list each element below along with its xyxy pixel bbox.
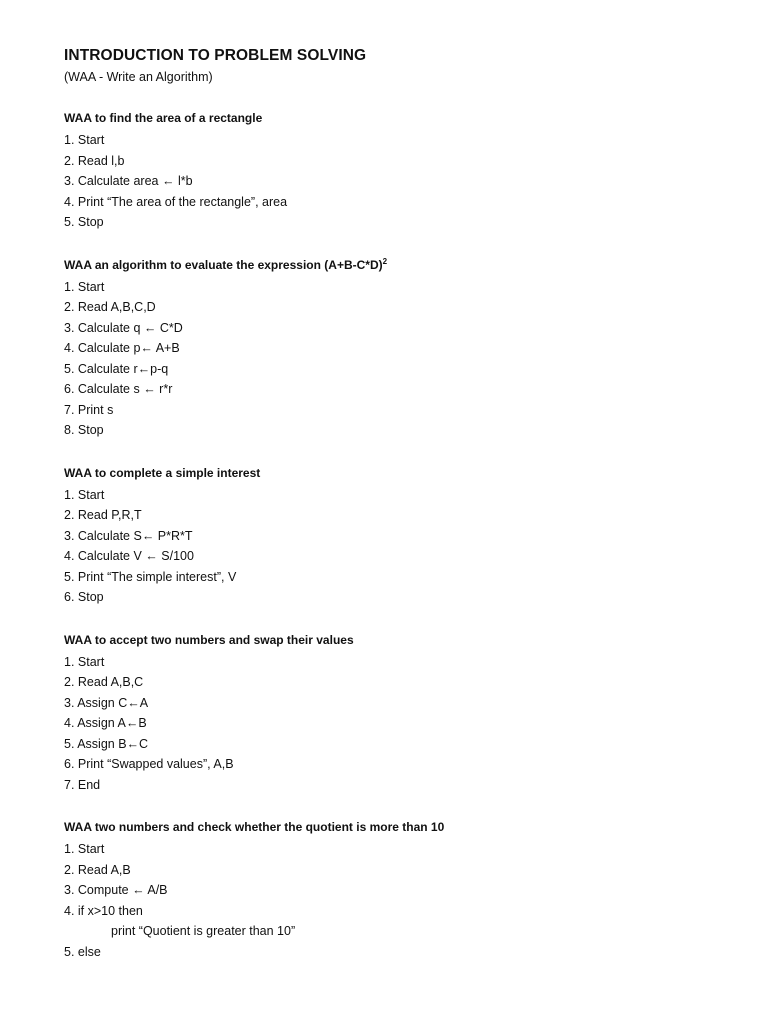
step-item: 7. End — [64, 777, 101, 792]
step-item: 2. Read A,B,C,D — [64, 300, 156, 314]
section-heading: WAA to complete a simple interest — [64, 465, 261, 480]
algorithm-section-rectangle-area — [64, 109, 704, 233]
steps-list — [64, 652, 704, 796]
step-item: 6. Print “Swapped values”, A,B — [64, 757, 234, 771]
algorithm-section-expression — [64, 256, 704, 441]
algorithm-section-simple-interest — [64, 464, 704, 608]
section-heading: WAA two numbers and check whether the quotient is more than 10 — [64, 820, 445, 834]
section-heading — [64, 256, 704, 274]
step-item: 5. else — [64, 944, 101, 959]
steps-list — [64, 130, 704, 233]
steps-list — [64, 839, 704, 962]
step-item: 2. Read P,R,T — [64, 508, 142, 522]
step-item: 4. Assign A←B — [64, 716, 147, 730]
step-item: 4. Calculate V ← S/100 — [64, 549, 194, 563]
step-item: 3. Calculate S← P*R*T — [64, 528, 193, 543]
step-item: 5. Assign B←C — [64, 736, 149, 751]
step-item: 2. Read l,b — [64, 153, 125, 168]
section-heading: WAA to accept two numbers and swap their values — [64, 632, 354, 647]
step-item: 1. Start — [64, 279, 105, 294]
document-subtitle: (WAA - Write an Algorithm) — [64, 70, 213, 84]
step-item: 4. if x>10 then — [64, 903, 143, 918]
step-item: 6. Calculate s ← r*r — [64, 382, 173, 396]
step-item: 5. Stop — [64, 215, 104, 229]
step-item: 5. Print “The simple interest”, V — [64, 569, 237, 584]
superscript-exponent: 2 — [382, 256, 388, 266]
algorithm-section-swap — [64, 631, 704, 796]
algorithm-section-quotient-check — [64, 818, 704, 962]
step-item: 2. Read A,B — [64, 862, 131, 877]
step-item: 1. Start — [64, 487, 105, 502]
document-page — [64, 46, 704, 962]
step-item: print “Quotient is greater than 10” — [111, 924, 296, 938]
step-item: 3. Calculate q ← C*D — [64, 320, 183, 335]
step-item: 3. Calculate area ← l*b — [64, 174, 193, 188]
section-heading: WAA to find the area of a rectangle — [64, 111, 263, 125]
document-title: INTRODUCTION TO PROBLEM SOLVING — [64, 47, 367, 64]
step-item: 8. Stop — [64, 423, 104, 437]
step-item: 3. Compute ← A/B — [64, 883, 168, 897]
step-item: 1. Start — [64, 842, 105, 856]
steps-list — [64, 485, 704, 608]
step-item: 7. Print s — [64, 402, 114, 417]
steps-list — [64, 277, 704, 441]
step-item: 1. Start — [64, 654, 105, 669]
step-item: 3. Assign C←A — [64, 695, 149, 710]
step-item: 6. Stop — [64, 590, 104, 604]
step-item: 2. Read A,B,C — [64, 675, 144, 689]
step-item: 4. Calculate p← A+B — [64, 341, 180, 355]
step-item: 1. Start — [64, 133, 105, 147]
step-item: 5. Calculate r←p-q — [64, 361, 169, 376]
step-item: 4. Print “The area of the rectangle”, area — [64, 194, 288, 209]
section-heading-text: WAA an algorithm to evaluate the expression (A+B-C*D) — [64, 257, 383, 272]
